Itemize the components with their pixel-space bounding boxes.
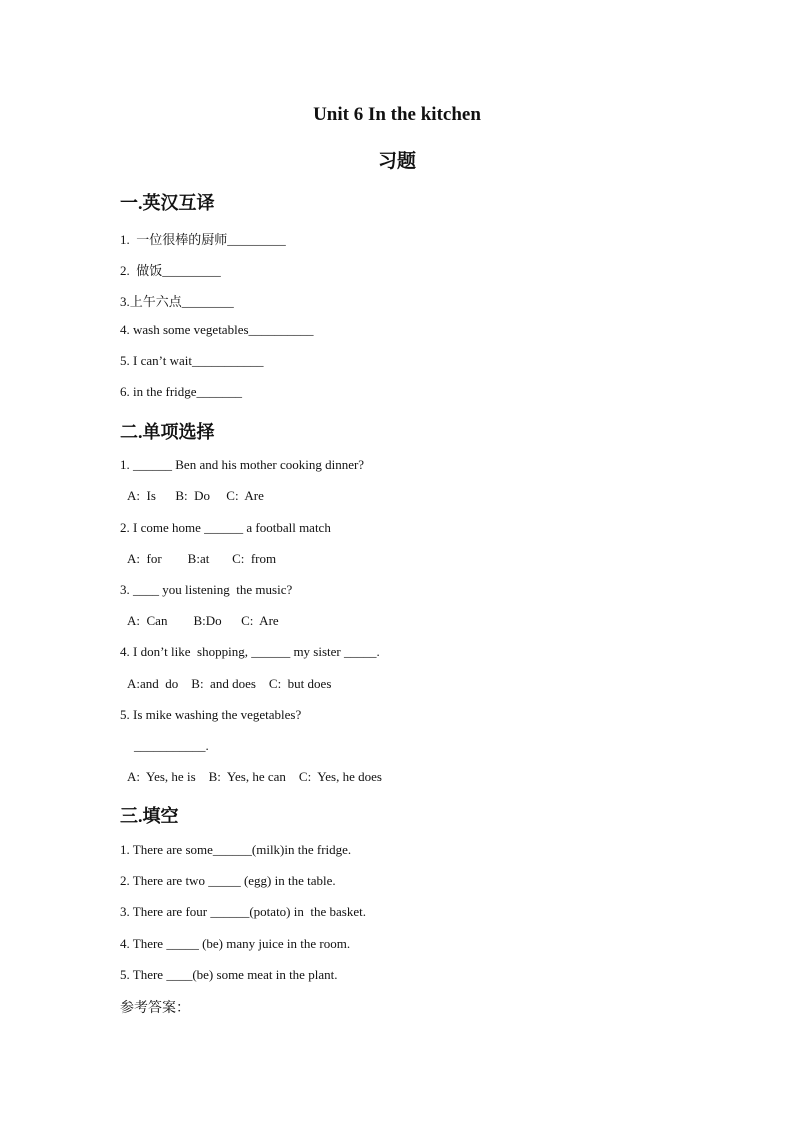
section-heading-fill-in: 三.填空 xyxy=(120,806,179,826)
translation-item: 5. I can’t wait___________ xyxy=(120,353,264,368)
translation-item: 6. in the fridge_______ xyxy=(120,384,243,399)
answers-label: 参考答案： xyxy=(120,1001,190,1016)
translation-item: 2. 做饭_________ xyxy=(120,263,221,278)
section-heading-multiple-choice: 二.单项选择 xyxy=(120,422,215,442)
choice-options: A:and do B: and does C: but does xyxy=(127,676,332,691)
page-subtitle: 习题 xyxy=(377,151,416,172)
choice-options: A: Is B: Do C: Are xyxy=(127,488,264,503)
choice-question: 5. Is mike washing the vegetables? xyxy=(120,707,302,722)
choice-question: 3. ____ you listening the music? xyxy=(120,582,293,597)
choice-question: 1. ______ Ben and his mother cooking dinner? xyxy=(120,457,365,472)
translation-item: 4. wash some vegetables__________ xyxy=(120,322,314,337)
answer-blank: ___________. xyxy=(134,738,209,753)
translation-item: 3.上午六点________ xyxy=(120,294,234,309)
choice-question: 4. I don’t like shopping, ______ my sister _____. xyxy=(120,644,380,659)
page-title: Unit 6 In the kitchen xyxy=(313,104,481,125)
fill-in-item: 4. There _____ (be) many juice in the room. xyxy=(120,936,351,951)
section-heading-translation: 一.英汉互译 xyxy=(120,193,215,213)
choice-options: A: Yes, he is B: Yes, he can C: Yes, he does xyxy=(127,769,382,784)
translation-item: 1. 一位很棒的厨师_________ xyxy=(120,232,286,247)
choice-question: 2. I come home ______ a football match xyxy=(120,520,331,535)
choice-options: A: Can B:Do C: Are xyxy=(127,613,279,628)
fill-in-item: 1. There are some______(milk)in the fridge. xyxy=(120,842,352,857)
fill-in-item: 3. There are four ______(potato) in the basket. xyxy=(120,904,366,919)
fill-in-item: 2. There are two _____ (egg) in the table. xyxy=(120,873,336,888)
fill-in-item: 5. There ____(be) some meat in the plant. xyxy=(120,967,338,982)
choice-options: A: for B:at C: from xyxy=(127,551,277,566)
